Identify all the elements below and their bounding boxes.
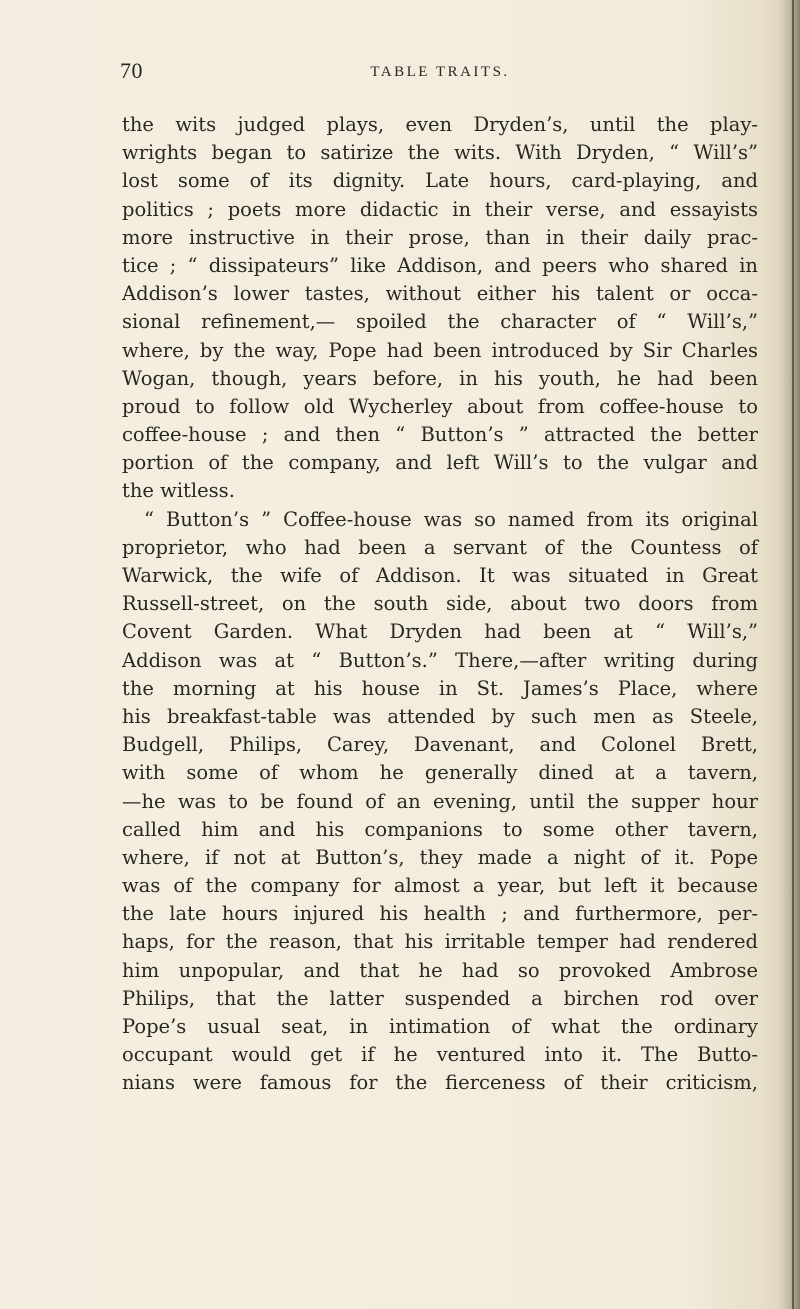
text-line: more instructive in their prose, than in their daily prac- [122, 225, 758, 249]
text-line: Wogan, though, years before, in his youth, he had been [122, 366, 758, 390]
text-line: tice ; “ dissipateurs” like Addison, and peers who shared in [122, 253, 758, 277]
text-line: haps, for the reason, that his irritable temper had rendered [122, 930, 758, 954]
text-line: proud to follow old Wycherley about from coffee-house to [122, 394, 758, 418]
text-line: the late hours injured his health ; and furthermore, per- [122, 902, 758, 926]
text-line: Warwick, the wife of Addison. It was situated in Great [122, 564, 758, 587]
text-line: sional refinement,— spoiled the character of “ Will’s,” [122, 310, 758, 334]
binding-shadow [778, 0, 800, 1309]
text-line: Philips, that the latter suspended a birchen rod over [122, 986, 758, 1010]
text-line: the wits judged plays, even Dryden’s, until the play- [122, 113, 758, 136]
page-number: 70 [120, 58, 143, 83]
body-text [122, 111, 758, 1098]
text-line: —he was to be found of an evening, until the supper hour [122, 789, 758, 813]
text-line: wrights began to satirize the wits. With Dryden, “ Will’s” [122, 141, 758, 165]
text-line: proprietor, who had been a servant of the Countess of [122, 535, 758, 559]
text-line: called him and his companions to some other tavern, [122, 817, 758, 841]
text-line: nians were famous for the fierceness of their criticism, [122, 1071, 758, 1095]
text-line: Addison was at “ Button’s.” There,—after writing during [122, 648, 758, 672]
text-line: the witless. [122, 479, 235, 503]
text-line: was of the company for almost a year, but left it because [122, 874, 758, 898]
binding-edge [792, 0, 794, 1309]
text-line: with some of whom he generally dined at a tavern, [122, 761, 758, 785]
text-line: Pope’s usual seat, in intimation of what the ordinary [122, 1015, 758, 1038]
text-line: his breakfast-table was attended by such men as Steele, [122, 704, 758, 728]
text-line: occupant would get if he ventured into it. The Butto- [122, 1043, 758, 1067]
text-line: where, if not at Button’s, they made a night of it. Pope [122, 845, 758, 869]
running-title: TABLE TRAITS. [370, 64, 510, 80]
text-line: portion of the company, and left Will’s to the vulgar and [122, 451, 758, 475]
text-line: Covent Garden. What Dryden had been at “ Will’s,” [122, 620, 758, 644]
text-line: politics ; poets more didactic in their verse, and essayists [122, 197, 758, 221]
text-line: Russell-street, on the south side, about two doors from [122, 592, 758, 616]
text-line: coffee-house ; and then “ Button’s ” attracted the better [122, 423, 758, 447]
text-line: Addison’s lower tastes, without either his talent or occa- [122, 282, 758, 306]
running-head [120, 58, 760, 88]
text-line: the morning at his house in St. James’s Place, where [122, 676, 758, 700]
text-line: Budgell, Philips, Carey, Davenant, and Colonel Brett, [122, 733, 758, 757]
text-line: “ Button’s ” Coffee-house was so named from its original [144, 507, 758, 531]
text-line: lost some of its dignity. Late hours, card-playing, and [122, 169, 758, 193]
text-line: where, by the way, Pope had been introduced by Sir Charles [122, 338, 758, 362]
text-line: him unpopular, and that he had so provoked Ambrose [122, 958, 758, 982]
